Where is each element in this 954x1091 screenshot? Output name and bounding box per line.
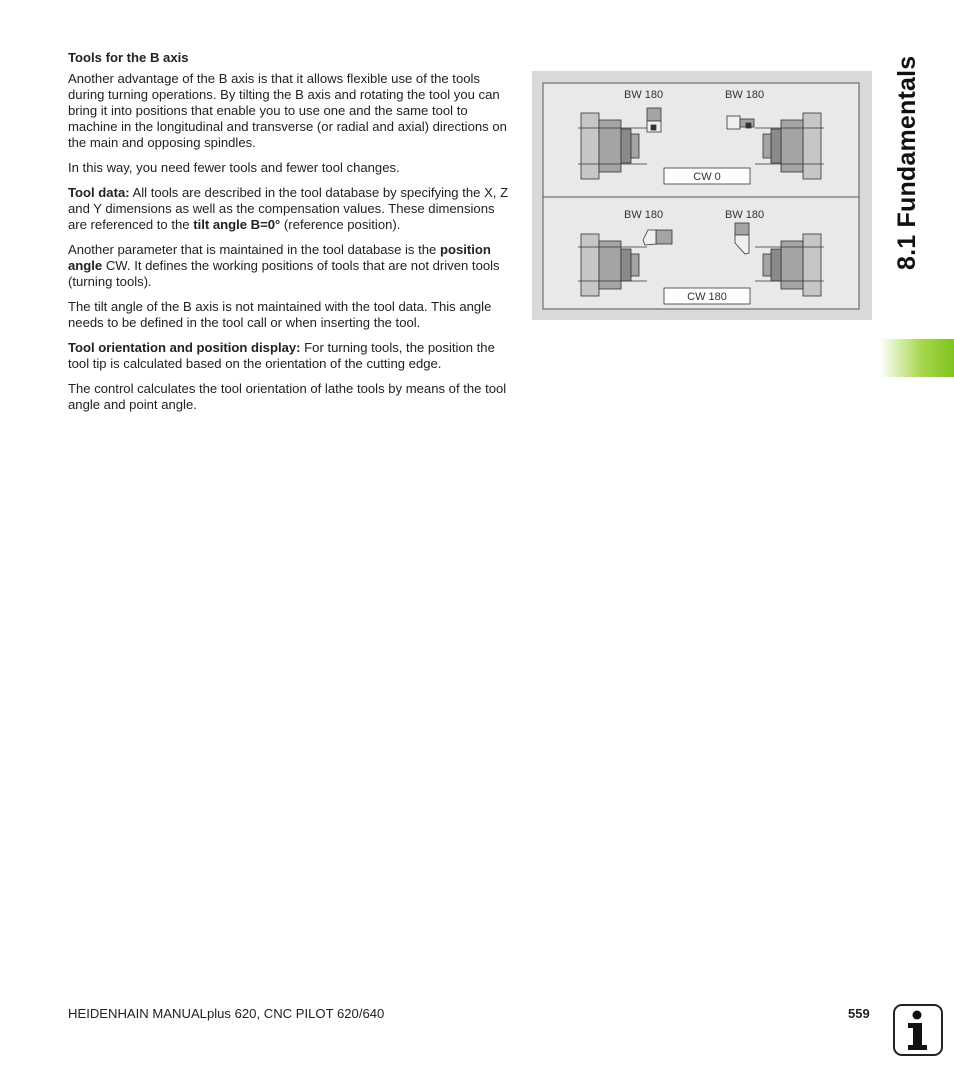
- info-icon: [893, 1004, 943, 1056]
- manual-title: HEIDENHAIN MANUALplus 620, CNC PILOT 620/640: [68, 1006, 385, 1021]
- main-text-column: [68, 50, 516, 422]
- bottom-label-right: BW 180: [725, 209, 765, 221]
- tool-holder-icon: [643, 230, 672, 245]
- paragraph-position-angle: [68, 242, 516, 290]
- position-angle-text-2: CW. It defines the working positions of tools that are not driven tools (turning tools).: [68, 258, 500, 289]
- bottom-label-left: BW 180: [624, 209, 664, 221]
- paragraph-tool-data: [68, 185, 516, 233]
- tool-data-text-1: All tools are described in the tool database by specifying the X, Z and Y dimensions as well as the compensation values. These dimensions are referenced to the: [68, 185, 509, 232]
- paragraph-b-axis-advantage: Another advantage of the B axis is that it allows flexible use of the tools during turning operations. By tilting the B axis and rotating the tool you can bring it into positions that enable you to use one and the same tool to machine in the longitudinal and transverse (or radial and axial) directions on the main and opposing spindles.: [68, 71, 507, 150]
- orientation-display-label: Tool orientation and position display:: [68, 340, 301, 355]
- tilt-angle-term: tilt angle B=0°: [193, 217, 281, 232]
- paragraph-fewer-tools: In this way, you need fewer tools and fewer tool changes.: [68, 160, 400, 175]
- orientation-display-text: For turning tools, the position the tool tip is calculated based on the orientation of the cutting edge.: [68, 340, 495, 371]
- top-position-angle-label: CW 0: [693, 171, 721, 183]
- paragraph-tilt-angle: The tilt angle of the B axis is not maintained with the tool data. This angle needs to be defined in the tool call or when inserting the tool.: [68, 299, 492, 330]
- page-number: 559: [848, 1006, 870, 1021]
- paragraph-orientation-display: [68, 340, 516, 372]
- paragraph-lathe-orientation: The control calculates the tool orientation of lathe tools by means of the tool angle and point angle.: [68, 381, 507, 412]
- b-axis-tool-diagram: [532, 71, 872, 320]
- top-label-right: BW 180: [725, 89, 765, 101]
- tool-data-text-2: (reference position).: [280, 217, 401, 232]
- tool-data-label: Tool data:: [68, 185, 130, 200]
- bottom-position-angle-label: CW 180: [687, 291, 727, 303]
- position-angle-term: position angle: [68, 242, 491, 273]
- tool-holder-icon: [647, 108, 661, 132]
- top-label-left: BW 180: [624, 89, 664, 101]
- position-angle-text-1: Another parameter that is maintained in the tool database is the: [68, 242, 440, 257]
- chapter-section-title: 8.1 Fundamentals: [893, 55, 921, 270]
- chapter-tab-marker: [880, 339, 954, 377]
- section-heading: Tools for the B axis: [68, 50, 189, 65]
